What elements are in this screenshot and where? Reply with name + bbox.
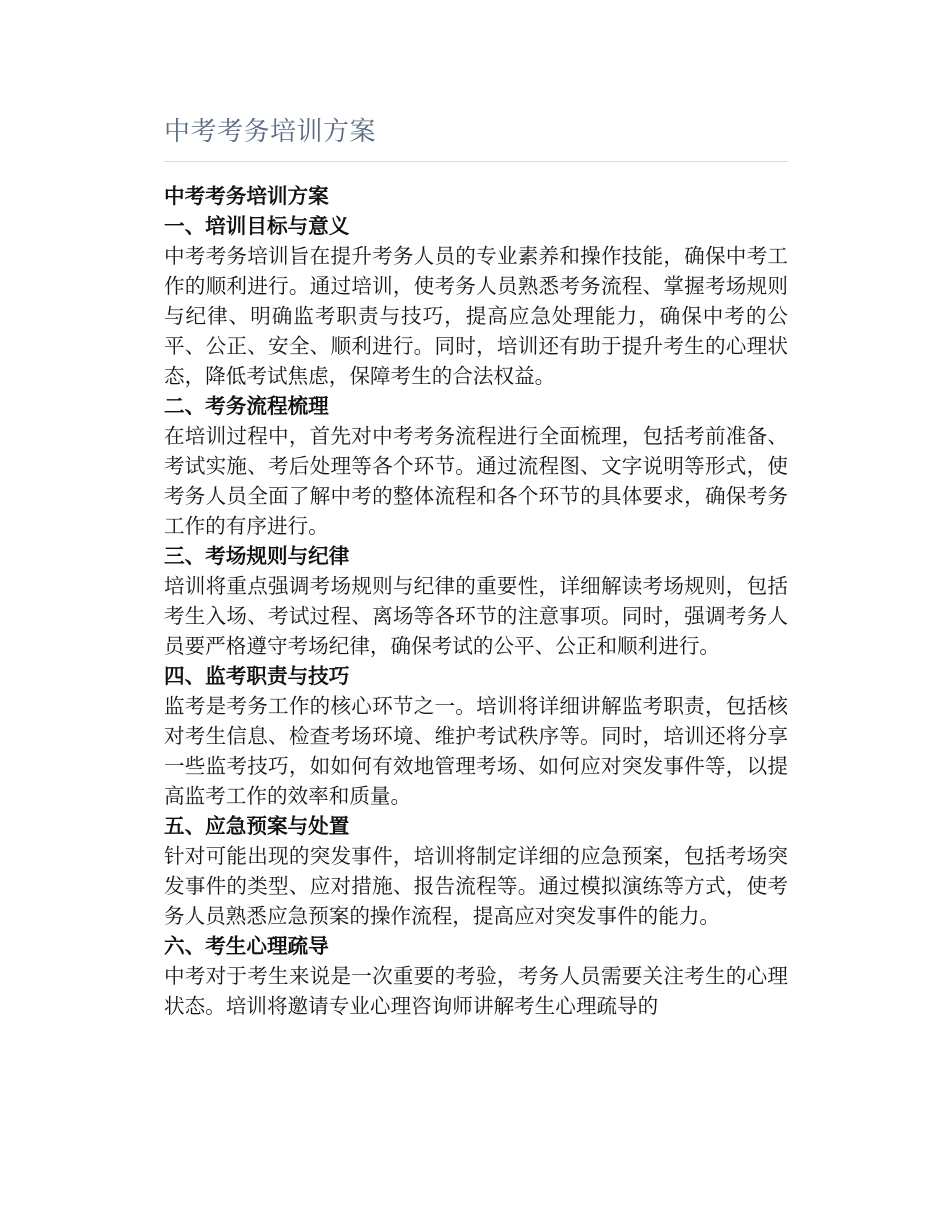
section-heading-2: 二、考务流程梳理 bbox=[164, 394, 329, 418]
document-heading: 中考考务培训方案 bbox=[164, 184, 329, 208]
document-page bbox=[164, 0, 788, 1021]
section-paragraph-1: 中考考务培训旨在提升考务人员的专业素养和操作技能，确保中考工作的顺利进行。通过培训，使考务人员熟悉考务流程、掌握考场规则与纪律、明确监考职责与技巧，提高应急处理能力，确保中考的公平、公正、安全、顺利进行。同时，培训还有助于提升考生的心理状态，降低考试焦虑，保障考生的合法权益。 bbox=[164, 244, 788, 388]
section-paragraph-4: 监考是考务工作的核心环节之一。培训将详细讲解监考职责，包括核对考生信息、检查考场环境、维护考试秩序等。同时，培训还将分享一些监考技巧，如如何有效地管理考场、如何应对突发事件等，以提高监考工作的效率和质量。 bbox=[164, 694, 788, 808]
document-body bbox=[164, 181, 788, 1021]
section-paragraph-3: 培训将重点强调考场规则与纪律的重要性，详细解读考场规则，包括考生入场、考试过程、离场等各环节的注意事项。同时，强调考务人员要严格遵守考场纪律，确保考试的公平、公正和顺利进行。 bbox=[164, 574, 788, 658]
section-heading-1: 一、培训目标与意义 bbox=[164, 214, 350, 238]
section-heading-3: 三、考场规则与纪律 bbox=[164, 544, 350, 568]
section-heading-4: 四、监考职责与技巧 bbox=[164, 664, 350, 688]
section-paragraph-6: 中考对于考生来说是一次重要的考验，考务人员需要关注考生的心理状态。培训将邀请专业心理咨询师讲解考生心理疏导的 bbox=[164, 964, 788, 1018]
title-divider bbox=[164, 161, 788, 162]
section-heading-5: 五、应急预案与处置 bbox=[164, 814, 350, 838]
section-paragraph-5: 针对可能出现的突发事件，培训将制定详细的应急预案，包括考场突发事件的类型、应对措施、报告流程等。通过模拟演练等方式，使考务人员熟悉应急预案的操作流程，提高应对突发事件的能力。 bbox=[164, 844, 788, 928]
section-heading-6: 六、考生心理疏导 bbox=[164, 934, 329, 958]
page-title: 中考考务培训方案 bbox=[164, 117, 377, 147]
section-paragraph-2: 在培训过程中，首先对中考考务流程进行全面梳理，包括考前准备、考试实施、考后处理等各个环节。通过流程图、文字说明等形式，使考务人员全面了解中考的整体流程和各个环节的具体要求，确保考务工作的有序进行。 bbox=[164, 424, 788, 538]
